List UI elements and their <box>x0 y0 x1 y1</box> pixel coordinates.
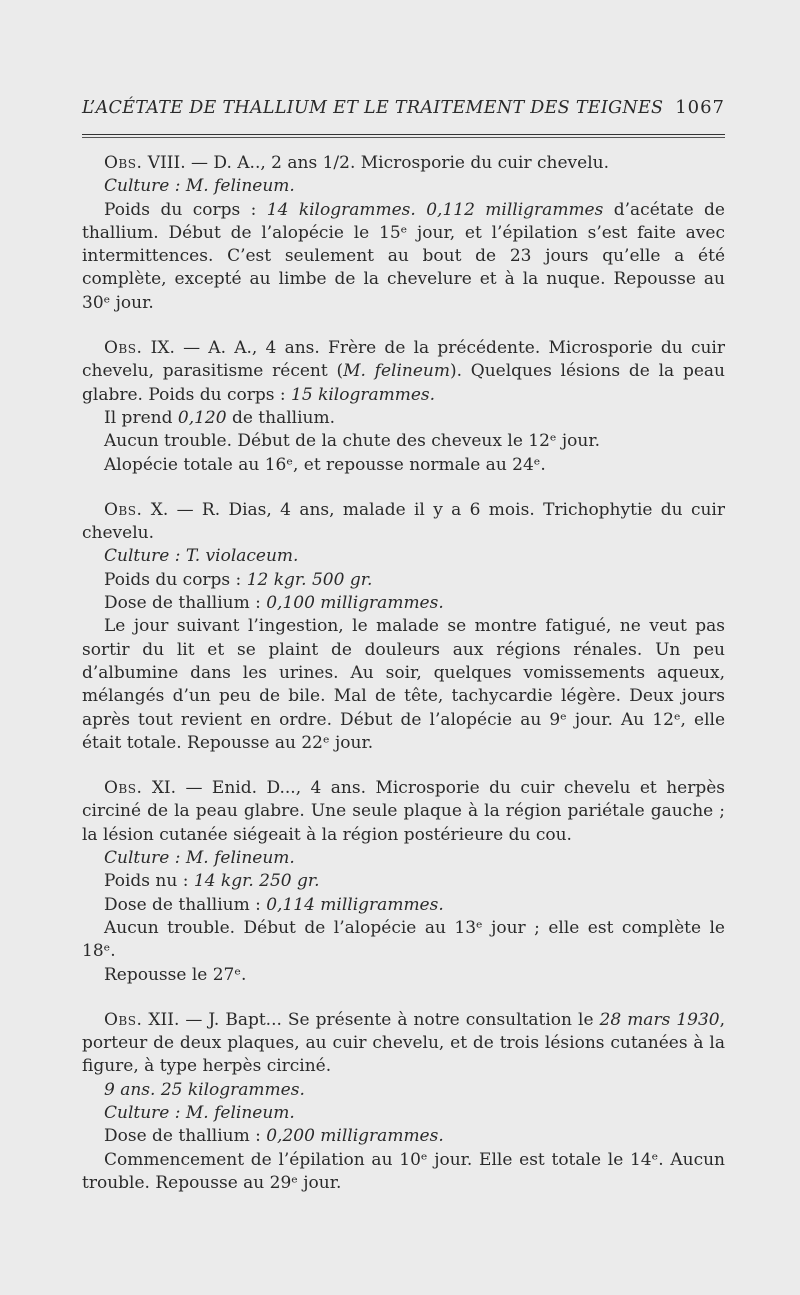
text-run: Poids nu : <box>104 871 194 892</box>
text-paragraph <box>82 894 725 917</box>
text-run: Culture : M. felineum. <box>104 176 295 197</box>
observation-paragraph <box>82 777 725 847</box>
text-paragraph <box>82 454 725 477</box>
text-paragraph <box>82 1149 725 1196</box>
text-run: Obs. <box>104 153 143 173</box>
text-paragraph <box>82 592 725 615</box>
text-run: Repousse le 27ᵉ. <box>104 964 247 985</box>
text-run: Le jour suivant l’ingestion, le malade se montre fatigué, ne veut pas sortir du lit et se plaint de douleurs aux régions rénales. Un peu d’albumine dans les urines. Au soir, quelques vomissements aqueux, mélangés d’un peu de bile. Mal de tête, tachycardie légère. Deux jours après tout revient en ordre. Début de l’alopécie au 9ᵉ jour. Au 12ᵉ, elle était totale. Repousse au 22ᵉ jour. <box>82 616 725 753</box>
text-run: d’acétate de thallium. Début de l’alopécie le 15ᵉ jour, et l’épilation s’est faite avec intermittences. C’est seulement au bout de 23 jours qu’elle a été complète, excepté au limbe de la chevelure et à la nuque. Repousse au 30ᵉ jour. <box>82 199 725 313</box>
header-rule-thin <box>82 137 725 138</box>
text-paragraph <box>82 545 725 568</box>
text-paragraph <box>82 199 725 315</box>
text-run: Commencement de l’épilation au 10ᵉ jour. Elle est totale le 14ᵉ. Aucun trouble. Repousse au 29ᵉ jour. <box>82 1149 725 1193</box>
text-run: Culture : M. felineum. <box>104 1102 295 1123</box>
text-run: 0,100 milligrammes. <box>266 593 444 614</box>
text-run: Poids du corps : <box>104 569 247 590</box>
text-run: IX. — A. A., 4 ans. Frère de la précédente. Microsporie du cuir chevelu, parasitisme récent ( <box>82 338 725 382</box>
body-text <box>82 152 725 1195</box>
text-run: Aucun trouble. Début de la chute des cheveux le 12ᵉ jour. <box>104 431 601 452</box>
text-run: VIII. — D. A.., 2 ans 1/2. Microsporie du cuir chevelu. <box>142 153 610 173</box>
text-run: Aucun trouble. Début de l’alopécie au 13ᵉ jour ; elle est complète le 18ᵉ. <box>82 917 725 962</box>
text-run: XI. — Enid. D..., 4 ans. Microsporie du cuir chevelu et herpès circiné de la peau glabre. Une seule plaque à la région pariétale gauche ; la lésion cutanée siégeait à la région postérieure du cou. <box>82 778 725 845</box>
text-run: 15 kilogrammes. <box>291 384 436 405</box>
text-paragraph <box>82 430 725 453</box>
text-run: de thallium. <box>226 407 335 428</box>
text-run: Obs. <box>104 778 143 799</box>
text-run: 14 kilogrammes. 0,112 milligrammes <box>266 199 604 220</box>
observation-paragraph <box>82 499 725 546</box>
text-run: 0,114 milligrammes. <box>266 894 444 915</box>
text-paragraph <box>82 1102 725 1125</box>
text-paragraph <box>82 407 725 430</box>
text-run: Il prend <box>104 407 178 428</box>
text-run: Dose de thallium : <box>104 593 267 614</box>
text-run: M. felineum <box>343 361 450 382</box>
text-run: Alopécie totale au 16ᵉ, et repousse normale au 24ᵉ. <box>104 454 546 475</box>
observation-paragraph <box>82 1009 725 1079</box>
text-run: 14 kgr. 250 gr. <box>193 871 320 892</box>
observation-paragraph <box>82 337 725 407</box>
text-paragraph <box>82 964 725 987</box>
text-paragraph <box>82 615 725 755</box>
text-run: 0,200 milligrammes. <box>266 1126 444 1147</box>
text-run: X. — R. Dias, 4 ans, malade il y a 6 mois. Trichophytie du cuir chevelu. <box>82 499 725 544</box>
text-run: , porteur de deux plaques, au cuir chevelu, et de trois lésions cutanées à la figure, à type herpès circiné. <box>82 1009 725 1077</box>
text-run: Obs. <box>104 338 143 359</box>
text-run: ). Quelques lésions de la peau glabre. Poids du corps : <box>82 361 725 405</box>
text-run: Culture : M. felineum. <box>104 848 295 869</box>
text-run: 0,120 <box>177 407 227 428</box>
text-run: Culture : T. violaceum. <box>104 546 299 567</box>
text-paragraph <box>82 175 725 198</box>
text-run: 28 mars 1930 <box>599 1009 720 1030</box>
page-number: 1067 <box>675 97 725 118</box>
running-header <box>82 97 725 127</box>
text-paragraph <box>82 569 725 592</box>
text-paragraph <box>82 847 725 870</box>
text-paragraph <box>82 870 725 893</box>
text-paragraph <box>82 1079 725 1102</box>
text-paragraph <box>82 1125 725 1148</box>
text-run: 9 ans. 25 kilogrammes. <box>104 1079 305 1100</box>
text-run: Obs. <box>104 499 143 520</box>
text-run: Poids du corps : <box>104 199 267 220</box>
header-rule <box>82 134 725 135</box>
text-run: Obs. <box>104 1009 143 1030</box>
text-run: Dose de thallium : <box>104 1126 267 1147</box>
running-title: L’ACÉTATE DE THALLIUM ET LE TRAITEMENT DES TEIGNES <box>82 98 664 118</box>
text-paragraph <box>82 917 725 964</box>
observation-paragraph <box>82 152 725 175</box>
text-run: Dose de thallium : <box>104 894 267 915</box>
text-run: 12 kgr. 500 gr. <box>246 569 373 590</box>
text-run: XII. — J. Bapt... Se présente à notre consultation le <box>142 1009 600 1030</box>
